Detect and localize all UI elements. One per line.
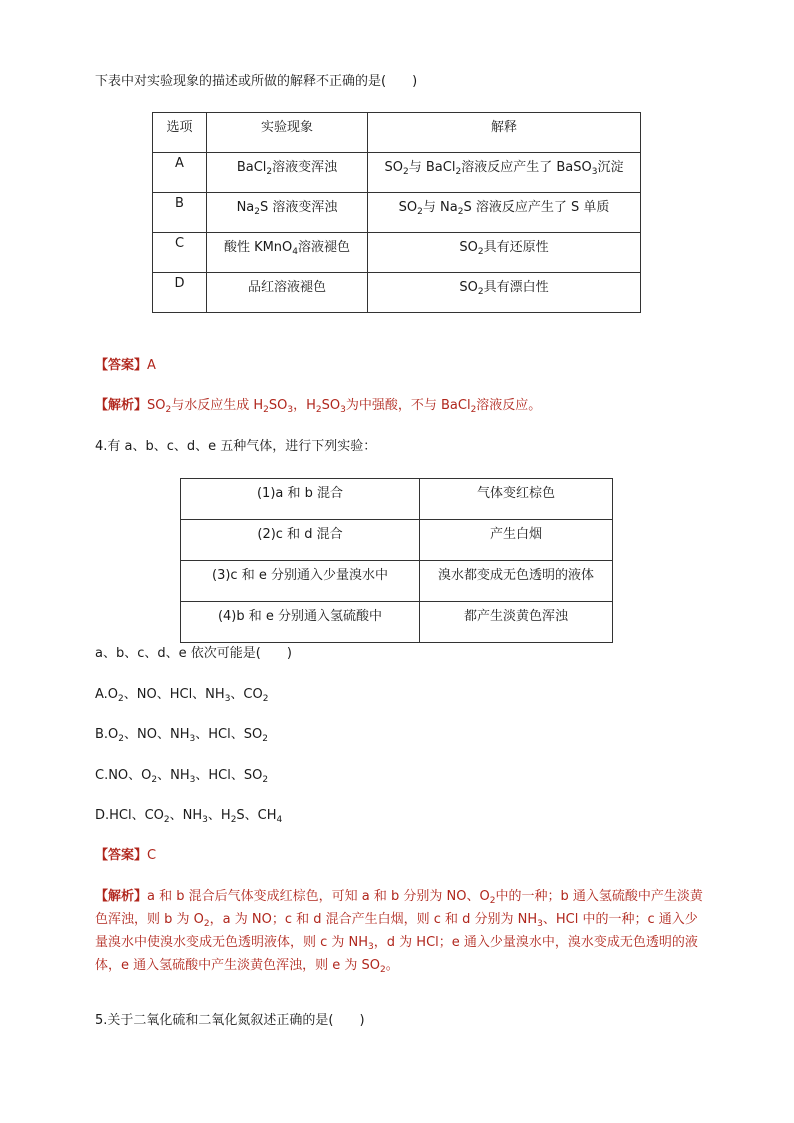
row-option: D <box>153 273 207 313</box>
row-option: A <box>153 153 207 193</box>
header-option: 选项 <box>153 113 207 153</box>
table-row <box>153 153 641 193</box>
answer-label: 【答案】 <box>95 848 148 863</box>
answer-label: 【答案】 <box>95 358 148 373</box>
row-option: B <box>153 193 207 233</box>
answer-value: C <box>147 848 157 863</box>
q3-table <box>152 112 641 313</box>
row-option: C <box>153 233 207 273</box>
analysis-label: 【解析】 <box>95 889 148 904</box>
q3-analysis <box>95 396 541 416</box>
analysis-text: $SO_2$与水反应生成 $H_2SO_3$，$H_2SO_3$为中强酸，不与 BaCl$_2$溶液反应。 <box>147 398 542 415</box>
row-result: 溴水都变成无色透明的液体 <box>420 561 613 602</box>
row-phenomenon: 酸性 KMnO$_4$溶液褪色 <box>207 233 368 273</box>
q5-stem: 5.关于二氧化硫和二氧化氮叙述正确的是( ) <box>95 1013 365 1028</box>
table-row <box>181 602 613 643</box>
row-result: 都产生淡黄色浑浊 <box>420 602 613 643</box>
q4-answer <box>95 846 156 866</box>
table-row <box>181 479 613 520</box>
row-explanation: $SO_2$具有还原性 <box>368 233 641 273</box>
row-explanation: $SO_2$具有漂白性 <box>368 273 641 313</box>
analysis-text: a 和 b 混合后气体变成红棕色，可知 a 和 b 分别为 NO、$O_2$中的一种；b 通入氢硫酸中产生淡黄色浑浊，则 b 为 $O_2$，a 为 NO；c 和 d 混合产生白烟，则 c 和 d 分别为 $NH_3$、HCl 中的一种；c 通入少量溴水中使溴水变成无色透明液体，则 c 为 $NH_3$，d 为 HCl；e 通入少量溴水中，溴水变成无色透明的液体，e 通入氢硫酸中产生淡黄色浑浊，则 e 为 $SO_2$。 <box>95 889 703 975</box>
header-explanation: 解释 <box>368 113 641 153</box>
table-header-row <box>153 113 641 153</box>
header-phenomenon: 实验现象 <box>207 113 368 153</box>
option-a: $A.O_2$、NO、HCl、$NH_3$、$CO_2$ <box>95 687 269 704</box>
q4-analysis <box>95 885 705 977</box>
option-b: $B.O_2$、NO、$NH_3$、HCl、$SO_2$ <box>95 727 268 744</box>
analysis-label: 【解析】 <box>95 398 148 413</box>
table-row <box>153 193 641 233</box>
option-c: C.NO、$O_2$、$NH_3$、HCl、$SO_2$ <box>95 768 269 785</box>
q4-question: a、b、c、d、e 依次可能是( ) <box>95 646 292 661</box>
q4-table <box>180 478 613 643</box>
answer-value: A <box>147 358 156 373</box>
row-phenomenon: BaCl$_2$溶液变浑浊 <box>207 153 368 193</box>
table-row <box>153 233 641 273</box>
row-result: 产生白烟 <box>420 520 613 561</box>
row-experiment: (4)b 和 e 分别通入氢硫酸中 <box>181 602 420 643</box>
q3-answer <box>95 356 156 376</box>
row-explanation: $SO_2$与 BaCl$_2$溶液反应产生了 BaSO$_3$沉淀 <box>368 153 641 193</box>
row-phenomenon: 品红溶液褪色 <box>207 273 368 313</box>
row-experiment: (3)c 和 e 分别通入少量溴水中 <box>181 561 420 602</box>
row-explanation: $SO_2$与 $Na_2S$ 溶液反应产生了 S 单质 <box>368 193 641 233</box>
row-experiment: (2)c 和 d 混合 <box>181 520 420 561</box>
q3-stem: 下表中对实验现象的描述或所做的解释不正确的是( ) <box>95 74 418 89</box>
table-row <box>181 561 613 602</box>
row-experiment: (1)a 和 b 混合 <box>181 479 420 520</box>
row-phenomenon: $Na_2S$ 溶液变浑浊 <box>207 193 368 233</box>
table-row <box>153 273 641 313</box>
row-result: 气体变红棕色 <box>420 479 613 520</box>
q4-stem: 4.有 a、b、c、d、e 五种气体，进行下列实验： <box>95 439 377 454</box>
option-d: D.HCl、$CO_2$、$NH_3$、$H_2S$、$CH_4$ <box>95 808 283 825</box>
table-row <box>181 520 613 561</box>
